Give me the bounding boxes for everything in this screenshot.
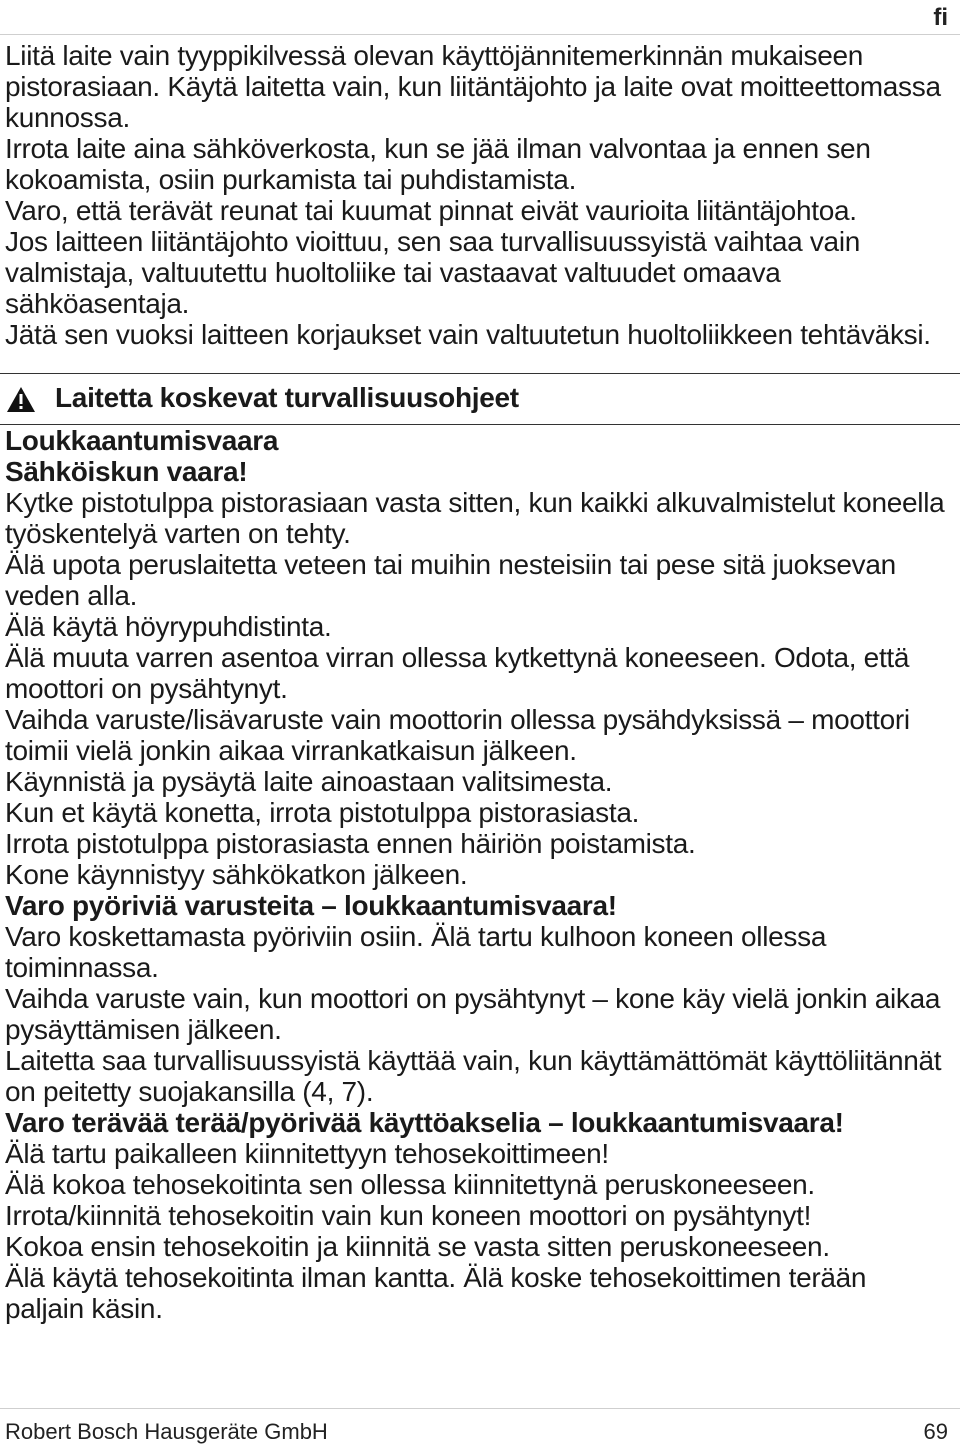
- safety-item: Älä tartu paikalleen kiinnitettyyn tehosekoittimeen!: [5, 1138, 609, 1169]
- intro-paragraph: Irrota laite aina sähköverkosta, kun se jää ilman valvontaa ja ennen sen kokoamista, osiin purkamista tai puhdistamista.: [5, 133, 871, 195]
- warning-triangle-icon: [6, 386, 36, 413]
- intro-paragraph: Liitä laite vain tyyppikilvessä olevan käyttöjännitemerkinnän mukaiseen pistorasiaan. Käytä laitetta vain, kun liitäntäjohto ja laite ovat moitteettomassa kunnossa.: [5, 40, 941, 133]
- page-number: 69: [923, 1419, 948, 1444]
- safety-item: Kun et käytä konetta, irrota pistotulppa pistorasiasta.: [5, 797, 640, 828]
- safety-item: Älä käytä tehosekoitinta ilman kantta. Älä koske tehosekoittimen terään paljain käsin.: [5, 1262, 867, 1324]
- rotating-parts-heading: Varo pyöriviä varusteita – loukkaantumisvaara!: [5, 890, 617, 921]
- safety-item: Kokoa ensin tehosekoitin ja kiinnitä se vasta sitten peruskoneeseen.: [5, 1231, 830, 1262]
- safety-item: Varo koskettamasta pyöriviin osiin. Älä tartu kulhoon koneen ollessa toiminnassa.: [5, 921, 827, 983]
- section-heading: [0, 373, 960, 425]
- language-bar: [0, 0, 960, 35]
- safety-item: Kytke pistotulppa pistorasiaan vasta sitten, kun kaikki alkuvalmistelut koneella työskentelyä varten on tehty.: [5, 487, 945, 549]
- page-footer: [0, 1408, 960, 1443]
- page-content: [5, 40, 950, 1324]
- safety-item: Älä käytä höyrypuhdistinta.: [5, 611, 332, 642]
- injury-risk-heading: Loukkaantumisvaara: [5, 425, 279, 456]
- intro-paragraph: Varo, että terävät reunat tai kuumat pinnat eivät vaurioita liitäntäjohtoa.: [5, 195, 857, 226]
- section-title: Laitetta koskevat turvallisuusohjeet: [55, 382, 519, 413]
- safety-item: Irrota/kiinnitä tehosekoitin vain kun koneen moottori on pysähtynyt!: [5, 1200, 812, 1231]
- safety-item: Älä muuta varren asentoa virran ollessa kytkettynä koneeseen. Odota, että moottori on pysähtynyt.: [5, 642, 910, 704]
- safety-item: Laitetta saa turvallisuussyistä käyttää vain, kun käyttämättömät käyttöliitännät on peitetty suojakansilla (4, 7).: [5, 1045, 942, 1107]
- safety-item: Irrota pistotulppa pistorasiasta ennen häiriön poistamista.: [5, 828, 696, 859]
- intro-paragraph: Jos laitteen liitäntäjohto vioittuu, sen saa turvallisuussyistä vaihtaa vain valmistaja, valtuutettu huoltoliike tai vastaavat valtuudet omaava sähköasentaja.: [5, 226, 861, 319]
- safety-item: Käynnistä ja pysäytä laite ainoastaan valitsimesta.: [5, 766, 613, 797]
- company-name: Robert Bosch Hausgeräte GmbH: [5, 1419, 328, 1444]
- safety-item: Vaihda varuste/lisävaruste vain moottorin ollessa pysähdyksissä – moottori toimii vielä jonkin aikaa virrankatkaisun jälkeen.: [5, 704, 910, 766]
- language-code: fi: [933, 4, 948, 31]
- intro-paragraph: Jätä sen vuoksi laitteen korjaukset vain valtuutetun huoltoliikkeen tehtäväksi.: [5, 319, 931, 350]
- safety-item: Älä upota peruslaitetta veteen tai muihin nesteisiin tai pese sitä juoksevan veden alla.: [5, 549, 896, 611]
- safety-item: Vaihda varuste vain, kun moottori on pysähtynyt – kone käy vielä jonkin aikaa pysäyttämisen jälkeen.: [5, 983, 941, 1045]
- sharp-blade-heading: Varo terävää terää/pyörivää käyttöakselia – loukkaantumisvaara!: [5, 1107, 844, 1138]
- safety-item: Älä kokoa tehosekoitinta sen ollessa kiinnitettynä peruskoneeseen.: [5, 1169, 815, 1200]
- safety-item: Kone käynnistyy sähkökatkon jälkeen.: [5, 859, 468, 890]
- electric-shock-heading: Sähköiskun vaara!: [5, 456, 248, 487]
